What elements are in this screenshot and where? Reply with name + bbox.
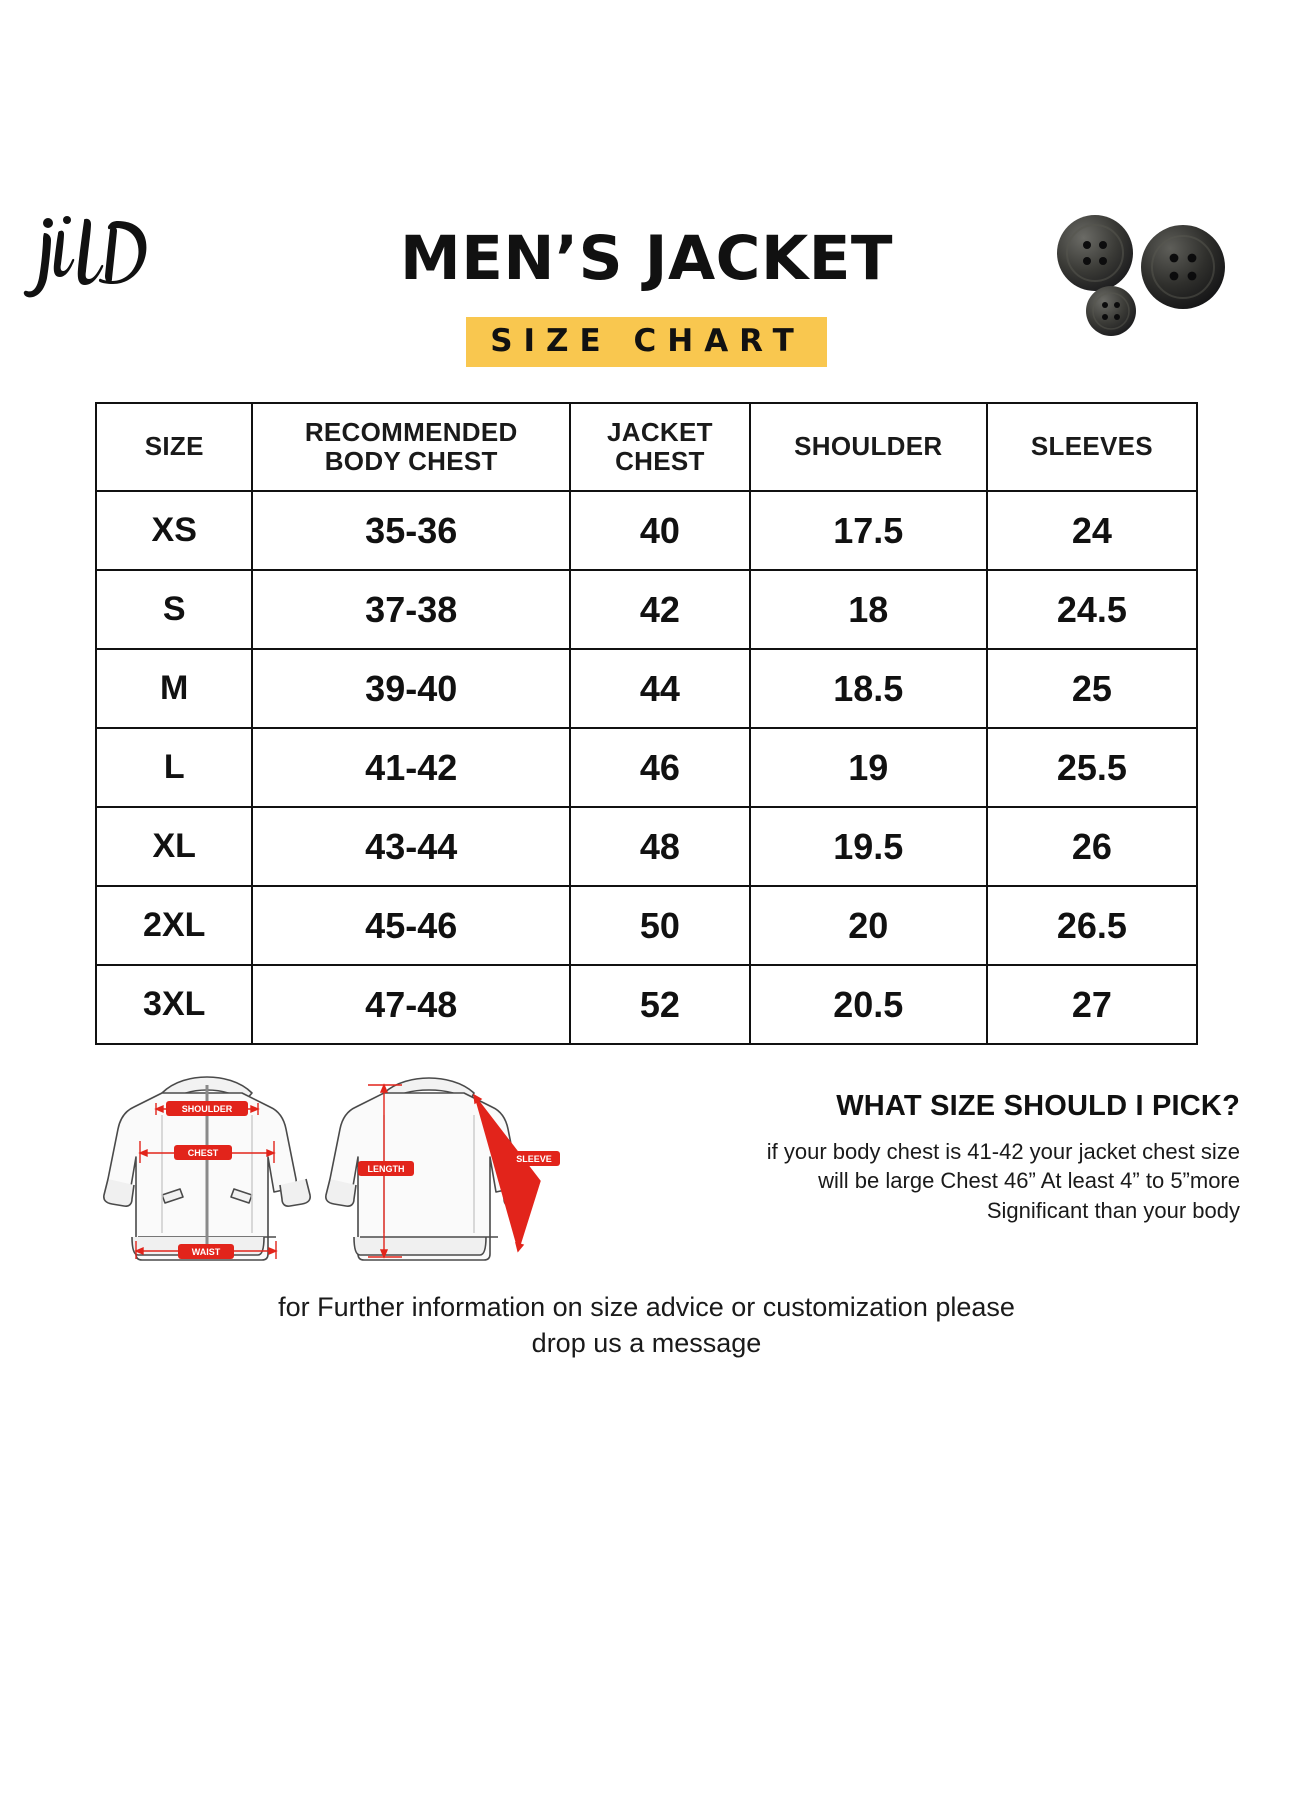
cell-shoulder: 17.5: [750, 491, 987, 570]
cell-jacket-chest: 48: [570, 807, 750, 886]
measurement-diagrams: [70, 1055, 590, 1295]
size-chart-table: [95, 402, 1198, 1045]
cell-sleeves: 24.5: [987, 570, 1197, 649]
size-advice-block: [600, 1090, 1240, 1225]
table-header-row: [96, 403, 1197, 491]
header: [0, 195, 1293, 375]
svg-text:CHEST: CHEST: [187, 1148, 219, 1158]
cell-sleeves: 26: [987, 807, 1197, 886]
cell-shoulder: 19: [750, 728, 987, 807]
cell-jacket-chest: 40: [570, 491, 750, 570]
footer-note: [0, 1290, 1293, 1362]
cell-body-chest: 37-38: [252, 570, 570, 649]
column-header-sleeves: SLEEVES: [987, 403, 1197, 491]
cell-sleeves: 25: [987, 649, 1197, 728]
cell-body-chest: 41-42: [252, 728, 570, 807]
column-header-jacket-chest: JACKET CHEST: [570, 403, 750, 491]
cell-sleeves: 27: [987, 965, 1197, 1044]
cell-shoulder: 18.5: [750, 649, 987, 728]
cell-shoulder: 20: [750, 886, 987, 965]
cell-shoulder: 19.5: [750, 807, 987, 886]
table-row: [96, 570, 1197, 649]
column-header-size: SIZE: [96, 403, 252, 491]
cell-body-chest: 39-40: [252, 649, 570, 728]
svg-text:WAIST: WAIST: [191, 1247, 221, 1257]
table-row: [96, 491, 1197, 570]
cell-body-chest: 35-36: [252, 491, 570, 570]
cell-size: S: [96, 570, 252, 649]
cell-size: 3XL: [96, 965, 252, 1044]
table-row: [96, 807, 1197, 886]
cell-shoulder: 20.5: [750, 965, 987, 1044]
page-subtitle: SIZE CHART: [466, 317, 827, 367]
size-advice-line-1: if your body chest is 41-42 your jacket chest size: [766, 1139, 1240, 1164]
cell-size: M: [96, 649, 252, 728]
cell-jacket-chest: 52: [570, 965, 750, 1044]
table-row: [96, 886, 1197, 965]
cell-body-chest: 43-44: [252, 807, 570, 886]
size-advice-heading: WHAT SIZE SHOULD I PICK?: [836, 1090, 1240, 1122]
cell-jacket-chest: 50: [570, 886, 750, 965]
svg-text:LENGTH: LENGTH: [367, 1164, 405, 1174]
size-advice-line-2: will be large Chest 46” At least 4” to 5”more: [818, 1168, 1240, 1194]
page-title: MEN’S JACKET: [400, 223, 893, 294]
size-advice-line-3: Significant than your body: [986, 1197, 1240, 1223]
cell-shoulder: 18: [750, 570, 987, 649]
footer-line-1: for Further information on size advice or customization please: [278, 1292, 1015, 1322]
column-header-body-chest: RECOMMENDED BODY CHEST: [252, 403, 570, 491]
cell-jacket-chest: 42: [570, 570, 750, 649]
cell-size: XS: [96, 491, 252, 570]
cell-sleeves: 24: [987, 491, 1197, 570]
cell-size: L: [96, 728, 252, 807]
table-row: [96, 965, 1197, 1044]
table-row: [96, 728, 1197, 807]
cell-size: 2XL: [96, 886, 252, 965]
cell-sleeves: 26.5: [987, 886, 1197, 965]
footer-line-2: drop us a message: [531, 1327, 762, 1358]
table-row: [96, 649, 1197, 728]
svg-text:SLEEVE: SLEEVE: [516, 1154, 552, 1164]
cell-jacket-chest: 44: [570, 649, 750, 728]
cell-jacket-chest: 46: [570, 728, 750, 807]
size-chart-table-container: [95, 402, 1198, 1045]
size-advice-text: [600, 1137, 1240, 1225]
cell-size: XL: [96, 807, 252, 886]
cell-body-chest: 45-46: [252, 886, 570, 965]
cell-body-chest: 47-48: [252, 965, 570, 1044]
cell-sleeves: 25.5: [987, 728, 1197, 807]
column-header-shoulder: SHOULDER: [750, 403, 987, 491]
jacket-buttons-icon: [1043, 205, 1253, 345]
svg-text:SHOULDER: SHOULDER: [181, 1104, 233, 1114]
